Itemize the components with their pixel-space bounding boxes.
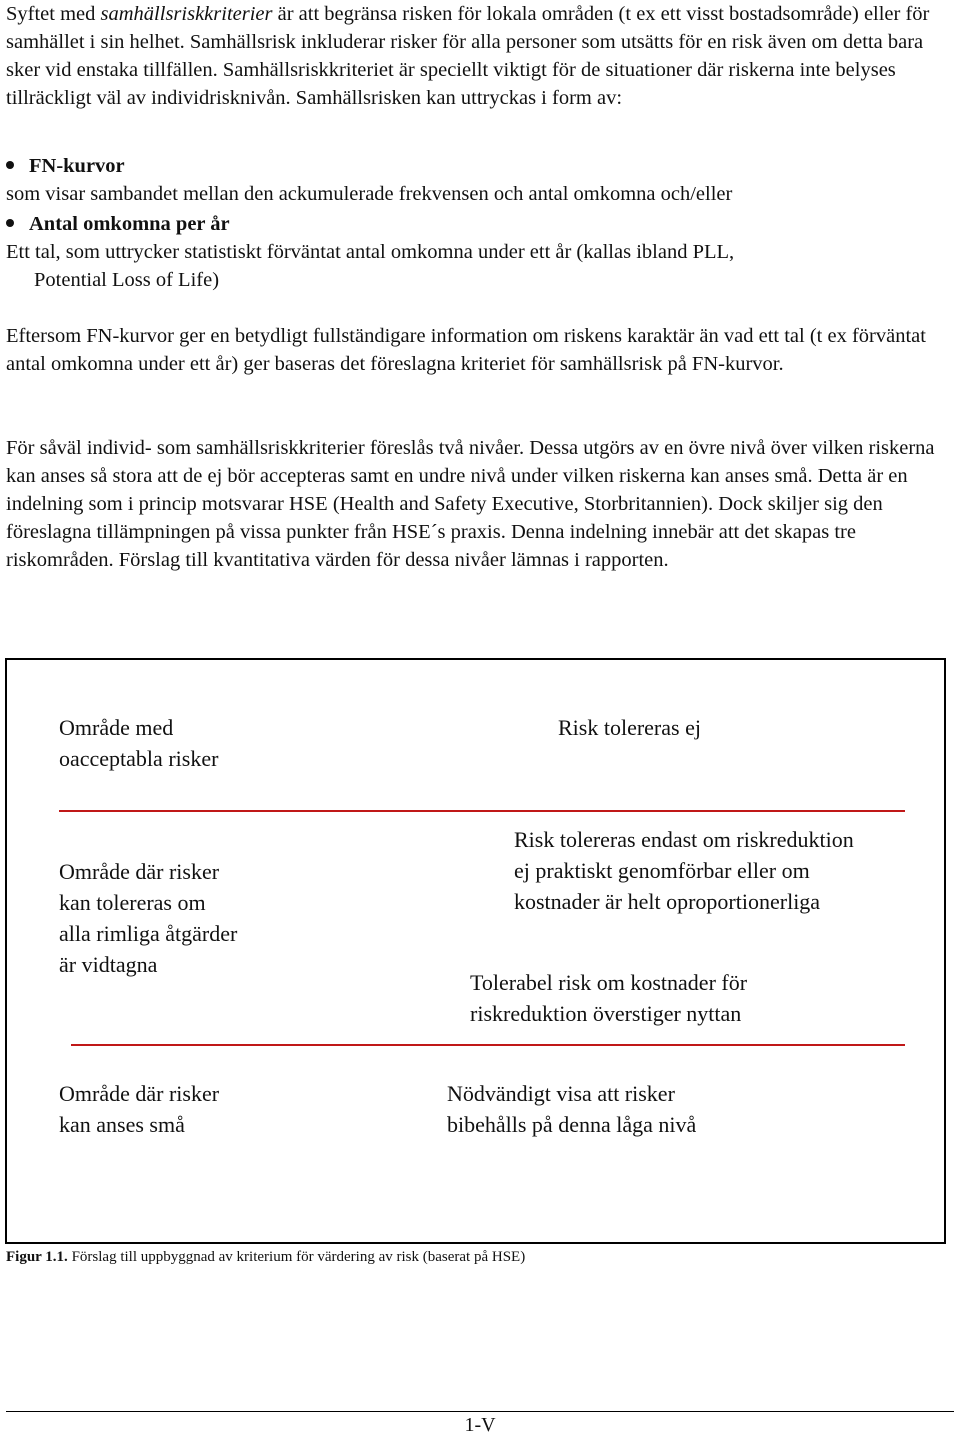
caption-text: Förslag till uppbyggnad av kriterium för värdering av risk (baserat på HSE) bbox=[67, 1249, 526, 1265]
bullet-pll bbox=[6, 210, 230, 238]
bullet-label: FN-kurvor bbox=[29, 155, 125, 177]
zone-small-risk-description: Nödvändigt visa att risker bibehålls på denna låga nivå bbox=[447, 1081, 697, 1137]
bullet-description: som visar sambandet mellan den ackumulerade frekvensen och antal omkomna och/eller bbox=[6, 183, 733, 205]
figure-caption bbox=[6, 1247, 525, 1267]
upper-limit-line bbox=[59, 810, 905, 812]
intro-paragraph bbox=[6, 0, 956, 112]
paragraph-fn-curves: Eftersom FN-kurvor ger en betydligt fullständigare information om riskens karaktär än vad ett tal (t ex förväntat antal omkomna under ett år) ger baseras det föreslagna kriteriet för samhällsrisk på FN-kurvor. bbox=[6, 325, 926, 375]
bullet-dot-icon bbox=[6, 161, 14, 169]
intro-term: samhällsriskkriterier bbox=[100, 3, 273, 25]
bullet-description-continued: Potential Loss of Life) bbox=[34, 269, 220, 291]
zone-tolerable-description-upper: Risk tolereras endast om riskreduktion ej praktiskt genomförbar eller om kostnader är helt oproportionerliga bbox=[514, 827, 854, 914]
zone-unacceptable-label: Område med oacceptabla risker bbox=[59, 715, 219, 771]
bullet-description: Ett tal, som uttrycker statistiskt förväntat antal omkomna under ett år (kallas ibland PLL, bbox=[6, 241, 735, 263]
lower-limit-line bbox=[71, 1044, 905, 1046]
paragraph-levels: För såväl individ- som samhällsriskkriterier föreslås två nivåer. Dessa utgörs av en övre nivå över vilken riskerna kan anses så stora att de ej bör accepteras samt en undre nivå under vilken riskerna kan anses små. Detta är en indelning som i princip motsvarar HSE (Health and Safety Executive, Storbritannien). Dock skiljer sig den föreslagna tillämpningen på vissa punkter från HSE´s praxis. Denna indelning innebär att det skapas tre riskområden. Förslag till kvantitativa värden för dessa nivåer lämnas i rapporten. bbox=[6, 437, 935, 571]
intro-lead: Syftet med bbox=[6, 3, 101, 25]
page-number: 1-V bbox=[464, 1414, 496, 1436]
caption-label: Figur 1.1. bbox=[6, 1249, 68, 1265]
zone-tolerable-label: Område där risker kan tolereras om alla rimliga åtgärder är vidtagna bbox=[59, 859, 238, 977]
zone-small-risk-label: Område där risker kan anses små bbox=[59, 1081, 220, 1137]
zone-unacceptable-description: Risk tolereras ej bbox=[558, 715, 701, 740]
zone-tolerable-description-lower: Tolerabel risk om kostnader för riskreduktion överstiger nyttan bbox=[470, 970, 748, 1026]
footer-divider bbox=[6, 1411, 954, 1412]
intro-body: är att begränsa risken för lokala områden (t ex ett visst bostadsområde) eller för samhället i sin helhet. Samhällsrisk inkluderar risker för alla personer som utsätts för en risk även om detta bara sker vid enstaka tillfällen. Samhällsriskkriteriet är speciellt viktigt för de situationer där riskerna inte belyses tillräckligt väl av individrisknivån. Samhällsrisken kan uttryckas i form av: bbox=[6, 3, 930, 109]
risk-criteria-figure bbox=[5, 658, 946, 1244]
bullet-fn-curves bbox=[6, 152, 125, 180]
bullet-dot-icon bbox=[6, 219, 14, 227]
bullet-label: Antal omkomna per år bbox=[29, 213, 230, 235]
